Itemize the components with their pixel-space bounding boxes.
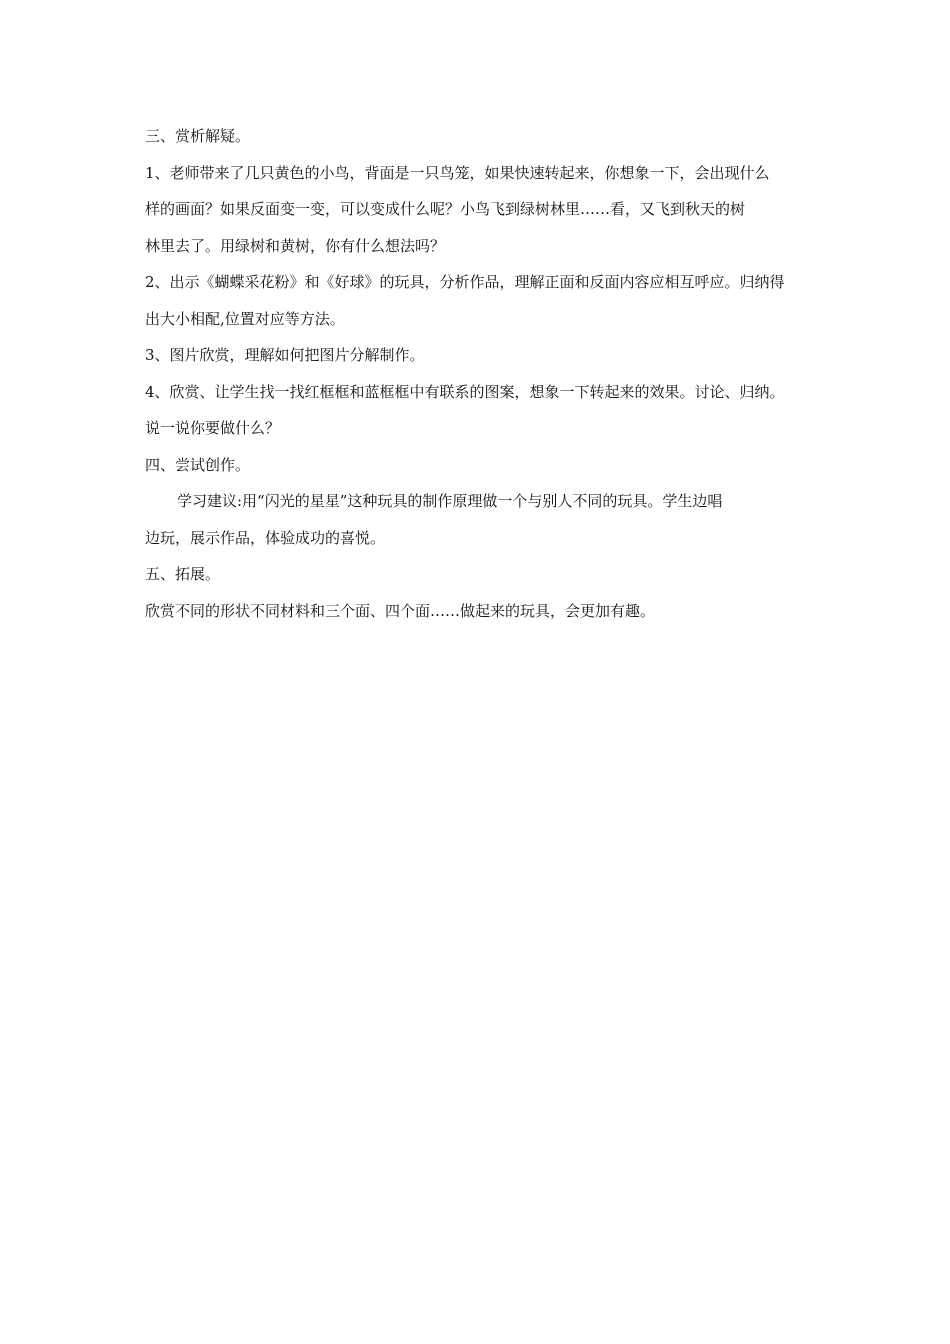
paragraph-line: 2、出示《蝴蝶采花粉》和《好球》的玩具，分析作品，理解正面和反面内容应相互呼应。归纳得	[145, 273, 785, 291]
paragraph-line: 欣赏不同的形状不同材料和三个面、四个面……做起来的玩具，会更加有趣。	[145, 601, 656, 620]
paragraph-line: 样的画面？如果反面变一变，可以变成什么呢？小鸟飞到绿树林里……看，又飞到秋天的树	[145, 200, 746, 218]
document-body	[145, 118, 825, 629]
paragraph-line: 4、欣赏、让学生找一找红框框和蓝框框中有联系的图案，想象一下转起来的效果。讨论、归纳。	[145, 382, 785, 401]
paragraph-line: 1、老师带来了几只黄色的小鸟，背面是一只鸟笼，如果快速转起来，你想象一下，会出现什么	[145, 163, 770, 182]
section-heading-5: 五、拓展。	[145, 565, 221, 583]
paragraph-line: 出大小相配,位置对应等方法。	[145, 309, 345, 328]
paragraph-line: 林里去了。用绿树和黄树，你有什么想法吗？	[145, 236, 446, 255]
section-heading-4: 四、尝试创作。	[145, 455, 251, 474]
paragraph-line: 边玩，展示作品，体验成功的喜悦。	[145, 528, 386, 547]
paragraph-line: 学习建议:用“闪光的星星”这种玩具的制作原理做一个与别人不同的玩具。学生边唱	[177, 492, 723, 510]
section-heading-3: 三、赏析解疑。	[145, 127, 251, 145]
paragraph-line: 3、图片欣赏，理解如何把图片分解制作。	[145, 346, 425, 364]
paragraph-line: 说一说你要做什么？	[145, 419, 281, 437]
